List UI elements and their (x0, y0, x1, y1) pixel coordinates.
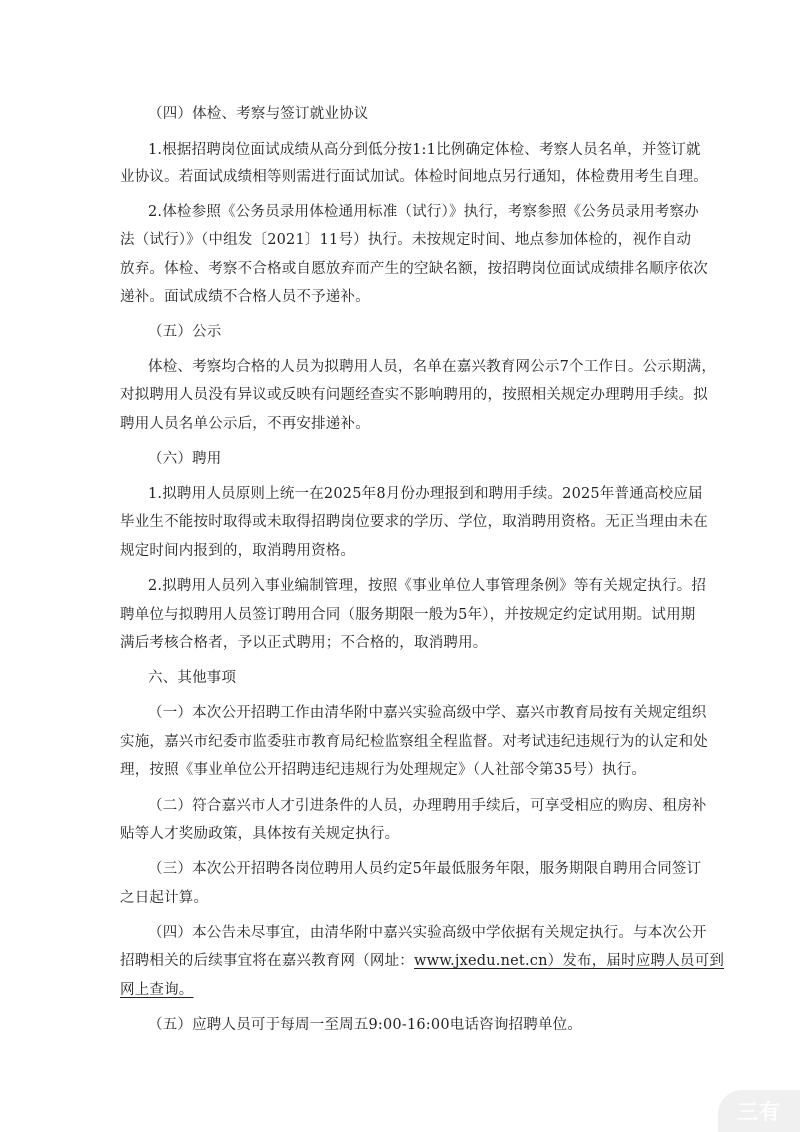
section-heading-physical-exam: （四）体检、考察与签订就业协议 (148, 106, 369, 122)
paragraph-line: 贴等人才奖励政策，具体按有关规定执行。 (120, 826, 400, 842)
paragraph-line: （四）本公告未尽事宜，由清华附中嘉兴实验高级中学依据有关规定执行。与本次公开 (148, 925, 707, 941)
paragraph-line: 递补。面试成绩不合格人员不予递补。 (120, 289, 370, 305)
section-heading-publicity: （五）公示 (148, 324, 222, 340)
online-query-text: 网上查询。 (120, 982, 194, 998)
watermark-text: 三有 (737, 1100, 781, 1124)
section-heading-other-matters: 六、其他事项 (148, 670, 237, 686)
paragraph-line: 之日起计算。 (120, 890, 209, 906)
paragraph-line: 2.拟聘用人员列入事业编制管理，按照《事业单位人事管理条例》等有关规定执行。招 (148, 578, 707, 594)
paragraph-line: 规定时间内报到的，取消聘用资格。 (120, 543, 356, 559)
paragraph-line: （一）本次公开招聘工作由清华附中嘉兴实验高级中学、嘉兴市教育局按有关规定组织 (148, 705, 707, 721)
website-link[interactable]: www.jxedu.net.cn）发布，届时应聘人员可到 (414, 953, 725, 969)
paragraph-line: （二）符合嘉兴市人才引进条件的人员，办理聘用手续后，可享受相应的购房、租房补 (148, 798, 707, 814)
paragraph-line: 1.根据招聘岗位面试成绩从高分到低分按1:1比例确定体检、考察人员名单，并签订就 (148, 142, 701, 158)
paragraph-line: 理，按照《事业单位公开招聘违纪违规行为处理规定》（人社部令第35号）执行。 (120, 762, 647, 778)
paragraph-line: 毕业生不能按时取得或未取得招聘岗位要求的学历、学位，取消聘用资格。无正当理由未在 (120, 514, 708, 530)
paragraph-line: 满后考核合格者，予以正式聘用；不合格的，取消聘用。 (120, 635, 488, 651)
paragraph-line: 聘单位与拟聘用人员签订聘用合同（服务期限一般为5年），并按规定约定试用期。试用期 (120, 607, 696, 623)
paragraph-line-underlined (120, 980, 194, 1000)
paragraph-line: 2.体检参照《公务员录用体检通用标准（试行）》执行，考察参照《公务员录用考察办 (148, 204, 699, 220)
paragraph-line: 实施，嘉兴市纪委市监委驻市教育局纪检监察组全程监督。对考试违纪违规行为的认定和处 (120, 734, 708, 750)
paragraph-line: 法（试行）》（中组发〔2021〕11号）执行。未按规定时间、地点参加体检的，视作自动 (120, 232, 692, 248)
web-prefix-text: 招聘相关的后续事宜将在嘉兴教育网（网址： (120, 953, 414, 969)
paragraph-line: 业协议。若面试成绩相等则需进行面试加试。体检时间地点另行通知，体检费用考生自理。 (120, 169, 708, 185)
paragraph-line: 对拟聘用人员没有异议或反映有问题经查实不影响聘用的，按照相关规定办理聘用手续。拟 (120, 387, 708, 403)
paragraph-line-with-link (120, 951, 724, 971)
paragraph-line: 聘用人员名单公示后，不再安排递补。 (120, 416, 370, 432)
paragraph-line: 体检、考察均合格的人员为拟聘用人员，名单在嘉兴教育网公示7个工作日。公示期满， (148, 359, 717, 375)
watermark-logo (718, 1090, 800, 1132)
paragraph-line: 放弃。体检、考察不合格或自愿放弃而产生的空缺名额，按招聘岗位面试成绩排名顺序依次 (120, 261, 708, 277)
paragraph-line: （五）应聘人员可于每周一至周五9:00-16:00电话咨询招聘单位。 (148, 1017, 583, 1033)
paragraph-line: 1.拟聘用人员原则上统一在2025年8月份办理报到和聘用手续。2025年普通高校应届 (148, 486, 703, 502)
section-heading-employment: （六）聘用 (148, 451, 222, 467)
paragraph-line: （三）本次公开招聘各岗位聘用人员约定5年最低服务年限，服务期限自聘用合同签订 (148, 861, 702, 877)
